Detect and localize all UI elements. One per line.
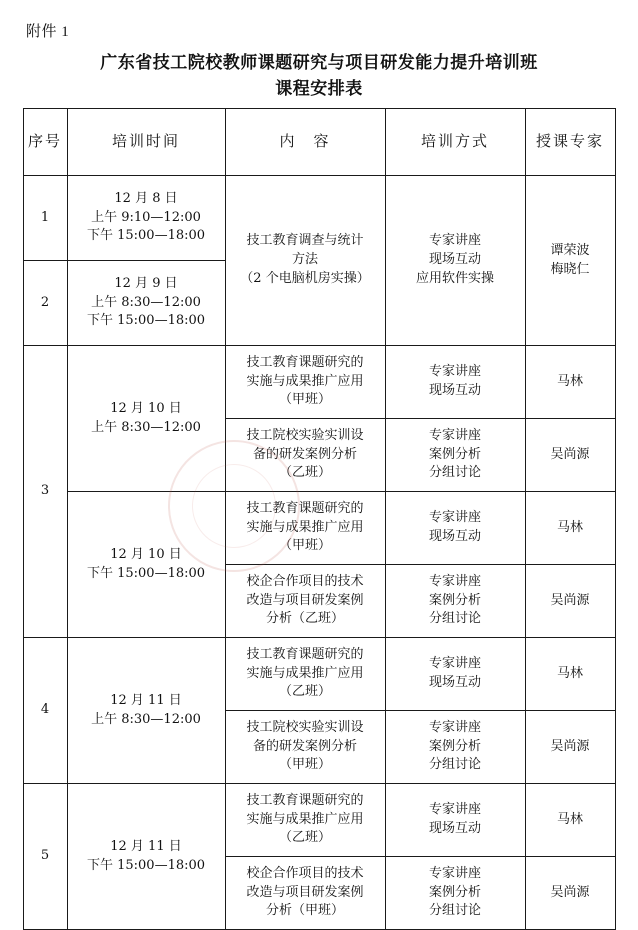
content-line: 技工教育课题研究的: [246, 354, 364, 370]
content-line: （乙班）: [278, 684, 331, 700]
time-line: 12 月 11 日: [110, 692, 182, 708]
content-line: （乙班）: [278, 830, 331, 846]
time-line: 上午 8:30—12:00: [91, 294, 201, 310]
expert-line: 梅晓仁: [550, 261, 590, 277]
method-line: 现场互动: [428, 252, 481, 268]
cell-no: 3: [23, 346, 67, 638]
time-line: 下午 15:00—18:00: [86, 857, 206, 873]
method-line: 案例分析: [428, 884, 481, 900]
cell-no: 1: [23, 176, 67, 261]
table-row: [23, 492, 615, 565]
time-line: 12 月 10 日: [110, 546, 182, 562]
cell-expert: [525, 176, 615, 346]
content-line: 分析（乙班）: [265, 611, 344, 627]
cell-time: [67, 638, 225, 784]
cell-no: 5: [23, 784, 67, 930]
content-line: 实施与成果推广应用: [246, 373, 364, 389]
method-line: 专家讲座: [428, 719, 481, 735]
method-line: 现场互动: [428, 675, 481, 690]
content-line: 备的研发案例分析: [252, 738, 357, 754]
method-line: 应用软件实操: [415, 270, 494, 286]
method-line: 专家讲座: [428, 233, 481, 249]
cell-method: [385, 711, 525, 784]
cell-content: [225, 176, 385, 346]
content-line: 技工教育课题研究的: [246, 646, 364, 662]
cell-expert: [525, 857, 615, 930]
title-line-2: 课程安排表: [275, 78, 363, 99]
cell-time: [67, 346, 225, 492]
cell-content: [225, 711, 385, 784]
time-line: 下午 15:00—18:00: [86, 228, 206, 244]
table-row: [23, 784, 615, 857]
cell-time: [67, 176, 225, 261]
course-schedule-table: [23, 108, 616, 930]
method-line: 案例分析: [428, 446, 481, 462]
time-line: 12 月 9 日: [114, 275, 178, 291]
cell-content: [225, 492, 385, 565]
cell-content: [225, 857, 385, 930]
expert-line: 马林: [556, 811, 583, 827]
content-line: 技工院校实验实训设: [246, 719, 364, 735]
time-line: 12 月 11 日: [110, 838, 182, 854]
method-line: 现场互动: [428, 383, 481, 398]
cell-content: [225, 638, 385, 711]
method-line: 分组讨论: [428, 903, 481, 919]
cell-expert: [525, 346, 615, 419]
cell-content: [225, 784, 385, 857]
expert-line: 马林: [556, 665, 583, 681]
cell-method: [385, 176, 525, 346]
cell-time: [67, 261, 225, 346]
column-header-time: 培训时间: [67, 109, 225, 176]
method-line: 专家讲座: [428, 865, 481, 881]
page-title: [22, 51, 616, 102]
cell-expert: [525, 711, 615, 784]
method-line: 分组讨论: [428, 465, 481, 481]
content-line: 备的研发案例分析: [252, 446, 357, 462]
content-line: 实施与成果推广应用: [246, 811, 364, 827]
column-header-expert: 授课专家: [525, 109, 615, 176]
cell-content: [225, 419, 385, 492]
content-line: 技工教育课题研究的: [246, 792, 364, 808]
expert-line: 吴尚源: [550, 446, 590, 462]
expert-line: 马林: [556, 519, 583, 535]
time-line: 下午 15:00—18:00: [86, 313, 206, 329]
table-row: [23, 638, 615, 711]
cell-time: [67, 492, 225, 638]
method-line: 案例分析: [428, 592, 481, 608]
cell-content: [225, 565, 385, 638]
method-line: 专家讲座: [428, 364, 481, 380]
cell-time: [67, 784, 225, 930]
cell-method: [385, 784, 525, 857]
content-line: 分析（甲班）: [265, 903, 344, 919]
content-line: （甲班）: [278, 538, 331, 554]
method-line: 分组讨论: [428, 757, 481, 773]
time-line: 上午 9:10—12:00: [91, 209, 201, 225]
cell-no: 2: [23, 261, 67, 346]
content-line: 实施与成果推广应用: [246, 665, 364, 681]
expert-line: 谭荣波: [550, 242, 590, 258]
table-header-row: [23, 109, 615, 176]
method-line: 现场互动: [428, 821, 481, 836]
cell-method: [385, 419, 525, 492]
content-line: （甲班）: [278, 757, 331, 773]
expert-line: 吴尚源: [550, 738, 590, 754]
method-line: 案例分析: [428, 738, 481, 754]
content-line: 技工院校实验实训设: [246, 427, 364, 443]
cell-method: [385, 857, 525, 930]
content-line: 校企合作项目的技术: [246, 865, 364, 881]
content-line: （甲班）: [278, 392, 331, 408]
column-header-content: 内 容: [225, 109, 385, 176]
table-row: [23, 176, 615, 261]
column-header-method: 培训方式: [385, 109, 525, 176]
cell-method: [385, 346, 525, 419]
method-line: 专家讲座: [428, 802, 481, 818]
title-line-1: 广东省技工院校教师课题研究与项目研发能力提升培训班: [100, 53, 538, 73]
method-line: 现场互动: [428, 529, 481, 544]
column-header-no: 序号: [23, 109, 67, 176]
cell-expert: [525, 565, 615, 638]
cell-expert: [525, 492, 615, 565]
content-line: 技工教育课题研究的: [246, 500, 364, 516]
content-line: 实施与成果推广应用: [246, 519, 364, 535]
time-line: 下午 15:00—18:00: [86, 565, 206, 581]
cell-expert: [525, 638, 615, 711]
cell-method: [385, 638, 525, 711]
method-line: 专家讲座: [428, 510, 481, 526]
content-line: 校企合作项目的技术: [246, 573, 364, 589]
expert-line: 吴尚源: [550, 592, 590, 608]
content-line: 改造与项目研发案例: [246, 592, 364, 608]
time-line: 12 月 8 日: [114, 190, 178, 206]
content-line: （乙班）: [278, 465, 331, 481]
table-row: [23, 346, 615, 419]
cell-method: [385, 565, 525, 638]
content-line: （2 个电脑机房实操）: [240, 270, 370, 286]
time-line: 12 月 10 日: [110, 400, 182, 416]
method-line: 分组讨论: [428, 611, 481, 627]
cell-expert: [525, 419, 615, 492]
attachment-label: 附件 1: [26, 24, 70, 40]
method-line: 专家讲座: [428, 427, 481, 443]
content-line: 改造与项目研发案例: [246, 884, 364, 900]
content-line: 方法: [291, 252, 318, 268]
expert-line: 马林: [556, 373, 583, 389]
time-line: 上午 8:30—12:00: [91, 419, 201, 435]
cell-method: [385, 492, 525, 565]
time-line: 上午 8:30—12:00: [91, 711, 201, 727]
expert-line: 吴尚源: [550, 884, 590, 900]
cell-content: [225, 346, 385, 419]
cell-expert: [525, 784, 615, 857]
content-line: 技工教育调查与统计: [246, 233, 364, 249]
cell-no: 4: [23, 638, 67, 784]
method-line: 专家讲座: [428, 656, 481, 672]
method-line: 专家讲座: [428, 573, 481, 589]
